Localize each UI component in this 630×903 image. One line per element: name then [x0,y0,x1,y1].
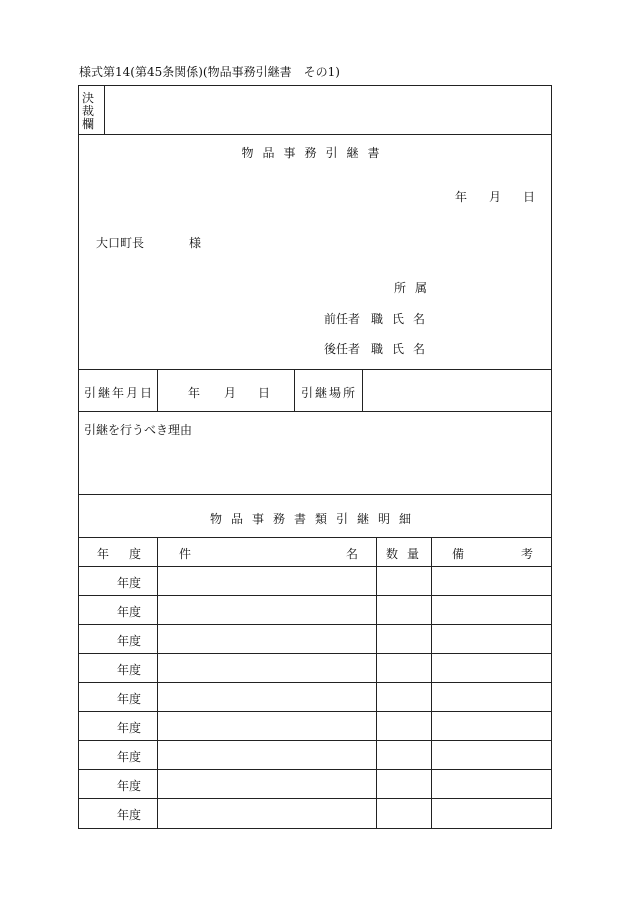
table-row-year: 年度 [117,663,142,677]
reason-field[interactable] [79,440,551,492]
table-row-year: 年度 [117,576,142,590]
divider-transfer [78,411,552,412]
predecessor-position-name-label: 職氏名 [371,312,435,326]
table-row-year: 年度 [117,634,142,648]
table-row-year: 年度 [117,721,142,735]
approval-label: 決裁欄 [82,91,95,131]
addressee: 大口町長 [96,236,145,250]
table-row-year: 年度 [117,779,142,793]
row-line [78,798,552,799]
date-day-label: 日 [523,190,536,204]
divider-reason [78,494,552,495]
transfer-place-label: 引継場所 [301,386,358,400]
row-line [78,566,552,567]
col-remarks-part2: 考 [521,547,534,561]
affiliation-label: 所属 [394,281,437,295]
row-line [78,653,552,654]
approval-stamp-area[interactable] [105,86,551,134]
row-line [78,624,552,625]
row-line [78,740,552,741]
transfer-divider-1 [157,369,158,411]
transfer-year-label: 年 [188,386,201,400]
col-item-part1: 件 [179,547,192,561]
table-row-year: 年度 [117,750,142,764]
transfer-divider-2 [294,369,295,411]
form-title: 様式第14(第45条関係)(物品事務引継書 その1) [79,65,340,79]
divider-approval [78,134,552,135]
table-row-year: 年度 [117,605,142,619]
successor-position-name-label: 職氏名 [371,342,435,356]
col-remarks-part1: 備 [452,547,465,561]
col-year-part2: 度 [129,547,142,561]
row-line [78,769,552,770]
date-year-label: 年 [455,190,468,204]
date-month-label: 月 [489,190,502,204]
successor-label: 後任者 [324,342,361,356]
table-row-year: 年度 [117,808,142,822]
reason-label: 引継を行うべき理由 [84,423,193,437]
table-row-year: 年度 [117,692,142,706]
honorific: 様 [189,236,202,250]
details-title: 物品事務書類引継明細 [209,512,420,526]
transfer-place-field[interactable] [363,370,551,410]
transfer-date-label: 引継年月日 [84,386,155,400]
transfer-month-label: 月 [224,386,237,400]
divider-details-title [78,537,552,538]
row-line [78,595,552,596]
predecessor-label: 前任者 [324,312,361,326]
transfer-day-label: 日 [258,386,271,400]
col-year-part1: 年 [97,547,110,561]
col-quantity: 数量 [386,547,429,561]
row-line [78,711,552,712]
row-line [78,682,552,683]
col-item-part2: 名 [346,547,359,561]
document-title: 物品事務引継書 [241,146,389,160]
